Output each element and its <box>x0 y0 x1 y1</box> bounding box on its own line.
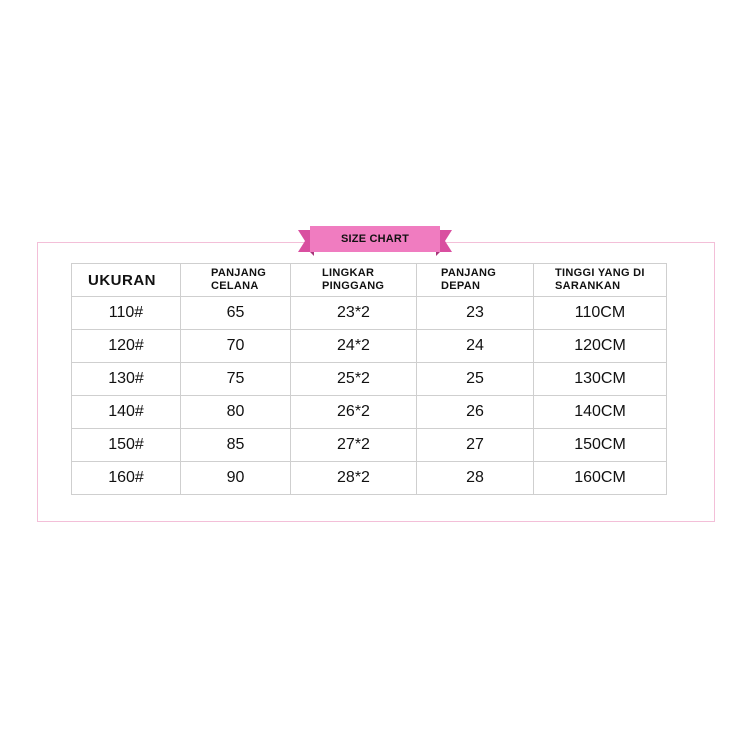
cell-lingkar-pinggang: 23*2 <box>291 297 417 330</box>
cell-ukuran: 150# <box>72 429 181 462</box>
table-row <box>72 429 667 462</box>
cell-lingkar-pinggang: 27*2 <box>291 429 417 462</box>
cell-tinggi: 140CM <box>534 396 667 429</box>
header-lingkar-pinggang <box>291 264 417 297</box>
cell-lingkar-pinggang: 25*2 <box>291 363 417 396</box>
header-ukuran <box>72 264 181 297</box>
table-row <box>72 363 667 396</box>
header-panjang-celana <box>181 264 291 297</box>
cell-panjang-celana: 75 <box>181 363 291 396</box>
header-line: SARANKAN <box>555 280 621 292</box>
cell-panjang-depan: 25 <box>417 363 534 396</box>
header-line: UKURAN <box>88 271 156 289</box>
header-line: DEPAN <box>441 280 481 292</box>
cell-tinggi: 120CM <box>534 330 667 363</box>
cell-lingkar-pinggang: 26*2 <box>291 396 417 429</box>
cell-panjang-celana: 65 <box>181 297 291 330</box>
cell-tinggi: 130CM <box>534 363 667 396</box>
cell-panjang-depan: 24 <box>417 330 534 363</box>
table-row <box>72 462 667 495</box>
cell-panjang-celana: 70 <box>181 330 291 363</box>
cell-ukuran: 140# <box>72 396 181 429</box>
header-line: PANJANG <box>441 267 497 279</box>
header-panjang-depan <box>417 264 534 297</box>
header-line: TINGGI YANG DI <box>555 267 645 279</box>
cell-tinggi: 110CM <box>534 297 667 330</box>
cell-ukuran: 130# <box>72 363 181 396</box>
header-line: PANJANG <box>211 267 267 279</box>
table-row <box>72 396 667 429</box>
cell-lingkar-pinggang: 28*2 <box>291 462 417 495</box>
cell-panjang-celana: 90 <box>181 462 291 495</box>
table-row <box>72 330 667 363</box>
cell-ukuran: 110# <box>72 297 181 330</box>
cell-panjang-depan: 26 <box>417 396 534 429</box>
size-chart-title: SIZE CHART <box>341 233 409 245</box>
cell-tinggi: 150CM <box>534 429 667 462</box>
cell-ukuran: 120# <box>72 330 181 363</box>
header-line: LINGKAR <box>322 267 375 279</box>
cell-panjang-depan: 28 <box>417 462 534 495</box>
cell-panjang-depan: 23 <box>417 297 534 330</box>
table-header-row <box>72 264 667 297</box>
cell-panjang-depan: 27 <box>417 429 534 462</box>
header-line: CELANA <box>211 280 259 292</box>
cell-lingkar-pinggang: 24*2 <box>291 330 417 363</box>
table-row <box>72 297 667 330</box>
cell-panjang-celana: 80 <box>181 396 291 429</box>
cell-ukuran: 160# <box>72 462 181 495</box>
size-table <box>71 263 667 495</box>
header-tinggi-disarankan <box>534 264 667 297</box>
cell-panjang-celana: 85 <box>181 429 291 462</box>
header-line: PINGGANG <box>322 280 385 292</box>
cell-tinggi: 160CM <box>534 462 667 495</box>
size-chart-banner <box>298 226 452 256</box>
